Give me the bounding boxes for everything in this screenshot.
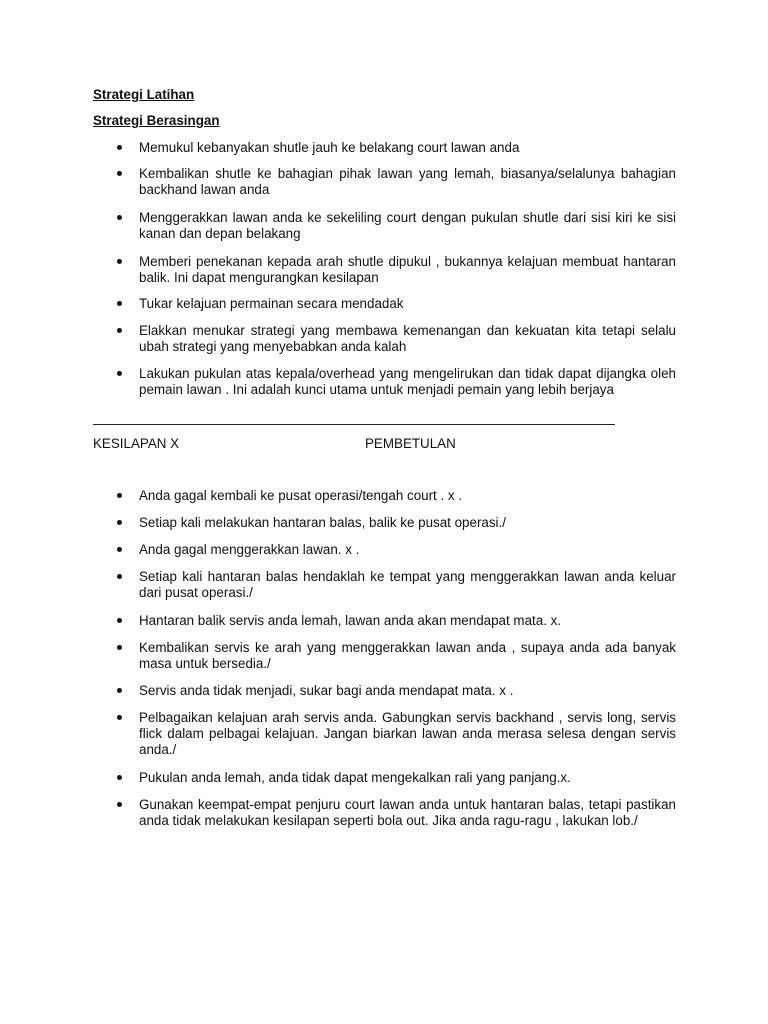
list-item: Setiap kali hantaran balas hendaklah ke tempat yang menggerakkan lawan anda keluar dari pusat operasi./ [139, 569, 676, 600]
list-item: Pelbagaikan kelajuan arah servis anda. Gabungkan servis backhand , servis long, servis flick dalam pelbagai kelajuan. Jangan biarkan lawan anda merasa selesa dengan servis anda./ [139, 710, 676, 757]
column-heading-kesilapan: KESILAPAN X [93, 436, 180, 451]
list-item: Hantaran balik servis anda lemah, lawan anda akan mendapat mata. x. [139, 613, 676, 629]
list-item: Anda gagal menggerakkan lawan. x . [139, 542, 676, 558]
list-item: Memukul kebanyakan shutle jauh ke belakang court lawan anda [139, 140, 676, 156]
list-item: Menggerakkan lawan anda ke sekeliling court dengan pukulan shutle dari sisi kiri ke sisi kanan dan depan belakang [139, 210, 676, 241]
list-item: Memberi penekanan kepada arah shutle dipukul , bukannya kelajuan membuat hantaran balik. Ini dapat mengurangkan kesilapan [139, 254, 676, 285]
list-item: Tukar kelajuan permainan secara mendadak [139, 296, 676, 312]
list-item: Kembalikan servis ke arah yang menggerakkan lawan anda , supaya anda ada banyak masa untuk bersedia./ [139, 640, 676, 671]
column-heading-pembetulan: PEMBETULAN [365, 436, 456, 451]
list-item: Lakukan pukulan atas kepala/overhead yang mengelirukan dan tidak dapat dijangka oleh pemain lawan . Ini adalah kunci utama untuk menjadi pemain yang lebih berjaya [139, 366, 676, 397]
list-item: Elakkan menukar strategi yang membawa kemenangan dan kekuatan kita tetapi selalu ubah strategi yang menyebabkan anda kalah [139, 323, 676, 354]
subtitle-heading: Strategi Berasingan [93, 113, 220, 128]
title-heading: Strategi Latihan [93, 87, 195, 102]
divider-line [93, 424, 615, 425]
list-item: Gunakan keempat-empat penjuru court lawan anda untuk hantaran balas, tetapi pastikan anda tidak melakukan kesilapan seperti bola out. Jika anda ragu-ragu , lakukan lob./ [139, 797, 676, 828]
list-item: Setiap kali melakukan hantaran balas, balik ke pusat operasi./ [139, 515, 676, 531]
list-item: Kembalikan shutle ke bahagian pihak lawan yang lemah, biasanya/selalunya bahagian backhand lawan anda [139, 166, 676, 197]
list-item: Pukulan anda lemah, anda tidak dapat mengekalkan rali yang panjang.x. [139, 770, 676, 786]
list-item: Anda gagal kembali ke pusat operasi/tengah court . x . [139, 488, 676, 504]
list-item: Servis anda tidak menjadi, sukar bagi anda mendapat mata. x . [139, 683, 676, 699]
